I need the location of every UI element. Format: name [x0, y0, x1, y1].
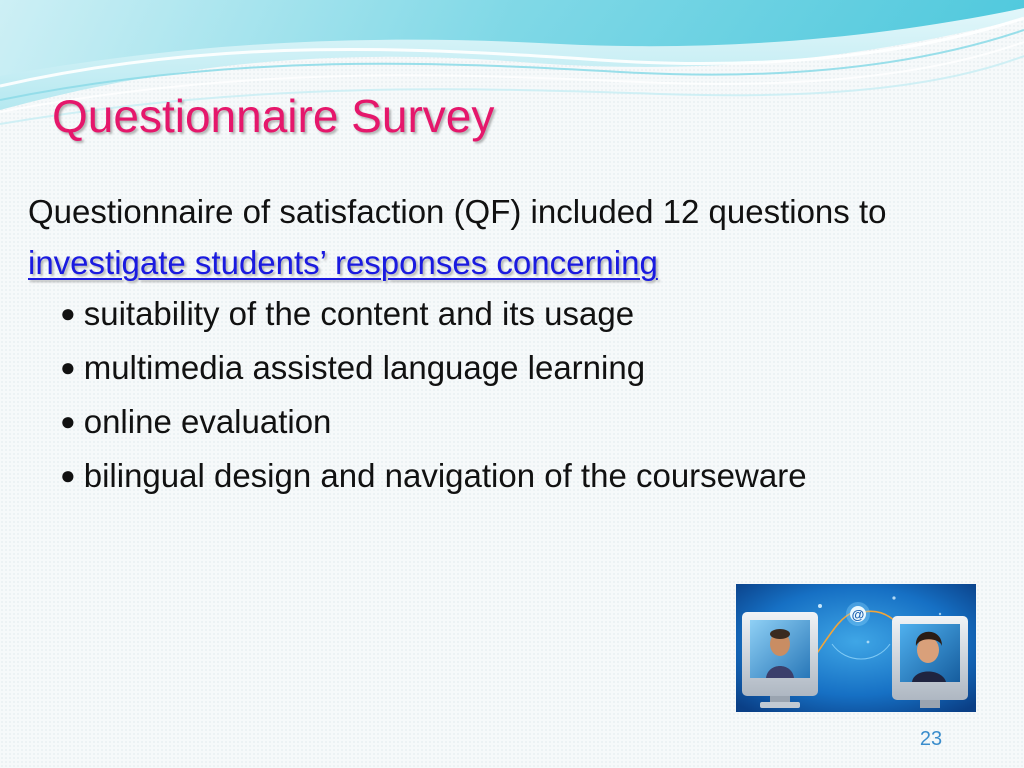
list-item [60, 396, 978, 450]
bullet-text: online evaluation [83, 403, 332, 440]
intro-paragraph [28, 186, 978, 288]
bullet-list [28, 288, 978, 504]
page-number: 23 [919, 728, 943, 750]
bullet-text: multimedia assisted language learning [83, 349, 646, 386]
bullet-icon: ● [60, 298, 76, 328]
svg-text:@: @ [851, 607, 865, 622]
bullet-icon: ● [60, 406, 76, 436]
bullet-text: bilingual design and navigation of the courseware [83, 457, 807, 494]
list-item [60, 342, 978, 396]
bullet-icon: ● [60, 352, 76, 382]
list-item [60, 450, 978, 504]
intro-highlight-link[interactable]: investigate students’ responses concerning [28, 244, 658, 281]
slide-title: Questionnaire Survey [52, 90, 495, 142]
bullet-icon: ● [60, 460, 76, 490]
list-item [60, 288, 978, 342]
slide-body [28, 186, 978, 504]
intro-text: Questionnaire of satisfaction (QF) included 12 questions to [28, 193, 887, 230]
bullet-text: suitability of the content and its usage [83, 295, 635, 332]
video-chat-photo [736, 584, 976, 712]
